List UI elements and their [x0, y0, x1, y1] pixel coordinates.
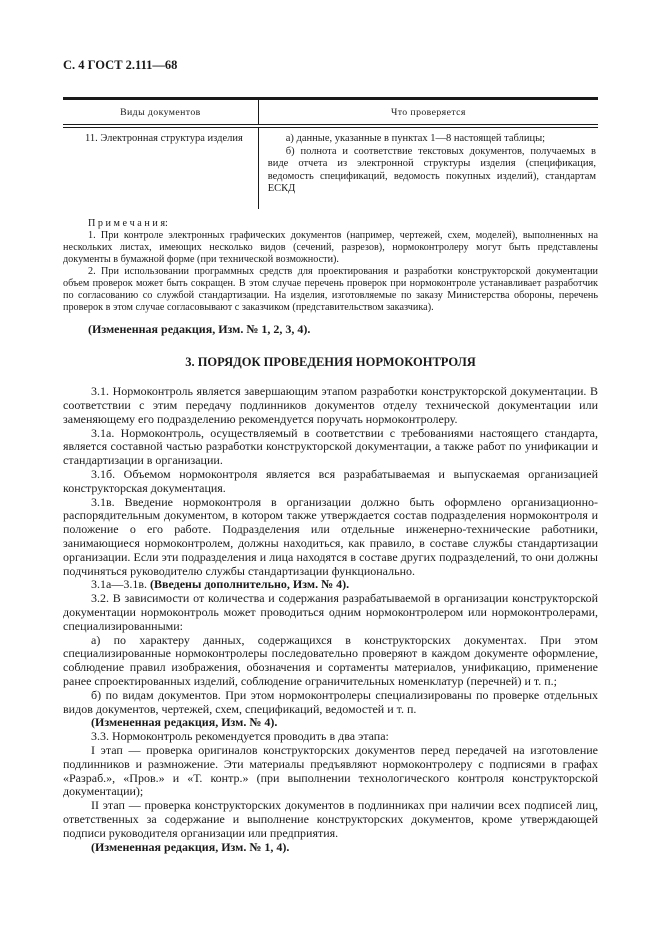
paragraph: 3.1. Нормоконтроль является завершающим этапом разработки конструкторской документации. В соответствии с этим передачу подлинников документов отделу технической документации или заменяющему его подразделению рекомендуется поручать нормоконтролеру. — [63, 384, 598, 426]
check-item: б) полнота и соответствие текстовых документов, получаемых в виде отчета из электронной структуры изделия (спецификация, ведомость спецификаций, ведомость покупных изделий), стандартам ЕСКД — [267, 145, 596, 195]
note-item: 2. При использовании программных средств для проектирования и разработки конструкторской документации объем проверок может быть сокращен. В этом случае перечень проверок при нормоконтроле устанавливает разработчик по согласованию со службой стандартизации. На изделия, изготовляемые по заказу Министерства обороны, перечень проверок в этом случае согласовывают с заказчиком (представительством заказчика). — [63, 266, 598, 314]
table-row — [63, 126, 598, 209]
paragraph: 3.1а—3.1в. (Введены дополнительно, Изм. № 4). — [91, 577, 350, 592]
table-header-doc-types: Виды документов — [63, 99, 258, 127]
section-title: 3. ПОРЯДОК ПРОВЕДЕНИЯ НОРМОКОНТРОЛЯ — [185, 355, 476, 370]
cell-checks — [258, 126, 598, 209]
paragraph: б) по видам документов. При этом нормоконтролеры специализированы по проверке отдельных видов документов, чертежей, схем, спецификаций, ведомостей и т. п. — [63, 687, 598, 716]
paragraph: а) по характеру данных, содержащихся в конструкторских документах. При этом специализированные нормоконтролеры последовательно проверяют в каждом документе оформление, соблюдение правил изображения, обозначения и сортаменты материалов, унификацию, применение ранее спроектированных изделий, соблюдение ограничительных номенклатур (перечней) и т. п.; — [63, 632, 598, 688]
paragraph: II этап — проверка конструкторских документов в подлинниках при наличии всех подписей лиц, ответственных за содержание и выполнение конструкторских документов, кроме утверждающей подписи руководителя организации или предприятия. — [63, 798, 598, 840]
paragraph: 3.2. В зависимости от количества и содержания разрабатываемой в организации конструкторской документации нормоконтроль может проводиться одним нормоконтролером или нормоконтролерами, специализированными: — [63, 591, 598, 633]
note-item: 1. При контроле электронных графических документов (например, чертежей, схем, моделей), выполненных на нескольких листах, имеющих несколько видов (сечений, разрезов), нормоконтролеру могут быть представлены документы в бумажной форме (при технической возможности). — [63, 230, 598, 266]
amendment-note: (Измененная редакция, Изм. № 1, 2, 3, 4). — [88, 322, 311, 337]
check-item: а) данные, указанные в пунктах 1—8 настоящей таблицы; — [285, 133, 546, 144]
paragraph: 3.1в. Введение нормоконтроля в организации должно быть оформлено организационно-распорядительным документом, в котором также утверждается состав подразделения нормоконтроля и положение о его работе. Подразделения или отдельные инженерно-технические работники, занимающиеся нормоконтролем, должны находиться, как правило, в составе службы стандартизации организации. Если эти подразделения и лица находятся в составе других подразделений, то они должны подчиняться руководителю службы стандартизации функционально. — [63, 494, 598, 578]
doc-types-table — [63, 97, 598, 209]
cell-doc-type — [63, 126, 258, 209]
section-body — [63, 385, 598, 854]
notes-block — [63, 218, 598, 314]
page-header: С. 4 ГОСТ 2.111—68 — [63, 58, 178, 72]
paragraph: 3.1б. Объемом нормоконтроля является вся разрабатываемая и выпускаемая организацией конструкторская документация. — [63, 467, 598, 495]
table-header-checked: Что проверяется — [258, 99, 598, 127]
table-header-row — [63, 99, 598, 127]
paragraph: (Измененная редакция, Изм. № 4). — [91, 715, 278, 730]
paragraph: 3.3. Нормоконтроль рекомендуется проводить в два этапа: — [91, 729, 389, 744]
paragraph: I этап — проверка оригиналов конструкторских документов перед передачей на изготовление подлинников и размножение. Эти материалы предъявляют нормоконтролеру с подписями в графах «Разраб.», «Пров.» и «Т. контр.» (при выполнении технологического контроля конструкторской документации); — [63, 742, 598, 799]
doc-type-text: 11. Электронная структура изделия — [85, 133, 243, 144]
paragraph: 3.1а. Нормоконтроль, осуществляемый в соответствии с требованиями настоящего стандарта, является составной частью разработки конструкторской документации, а также работ по унификации и стандартизации в организации. — [63, 425, 598, 468]
notes-label: П р и м е ч а н и я: — [88, 217, 168, 229]
paragraph: (Измененная редакция, Изм. № 1, 4). — [91, 839, 290, 854]
